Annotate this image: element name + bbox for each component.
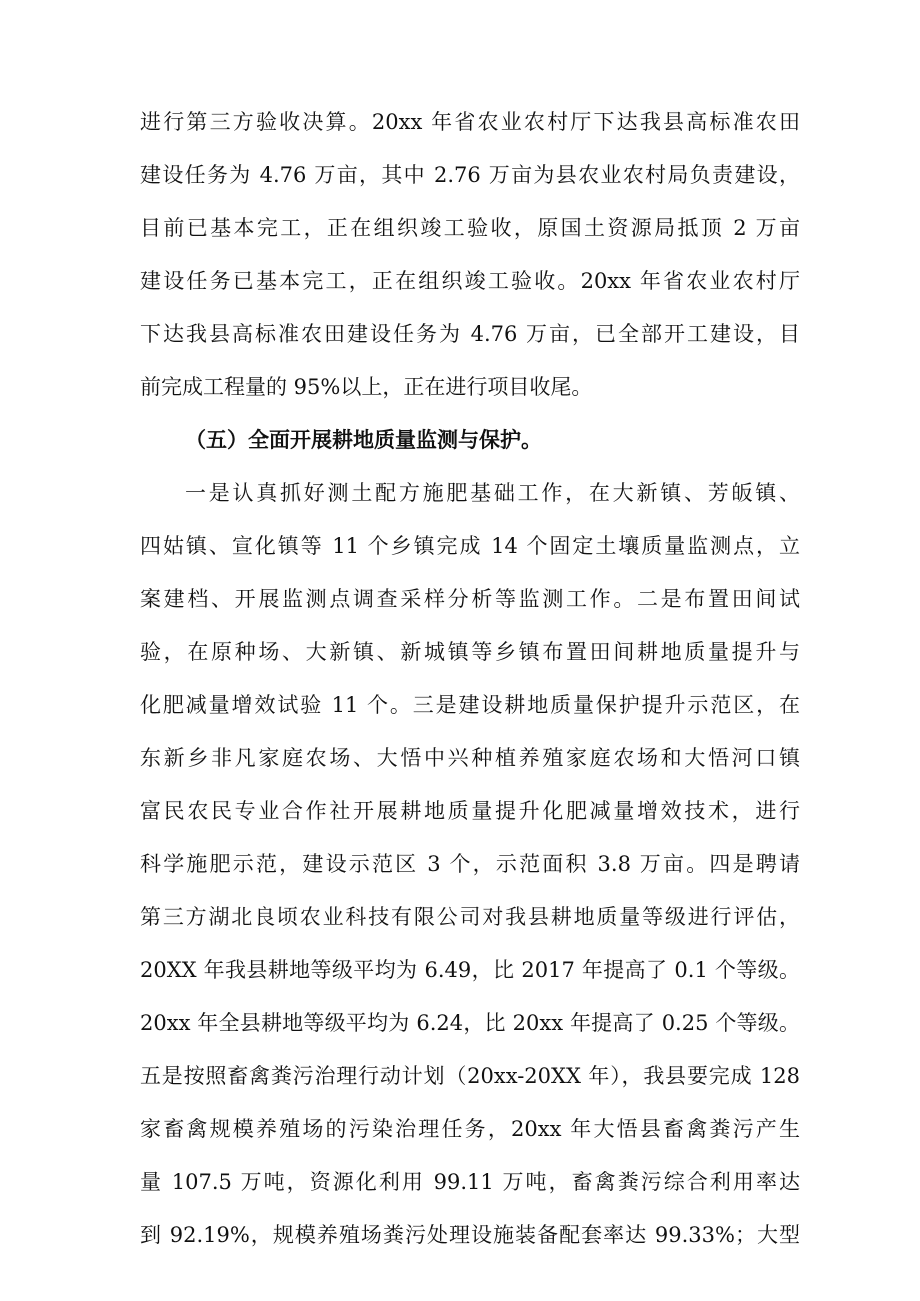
text-line: 到 92.19%，规模养殖场粪污处理设施装备配套率达 99.33%；大型 [140,1223,800,1247]
text-line: 五是按照畜禽粪污治理行动计划（20xx-20XX 年），我县要完成 128 [140,1064,800,1088]
text-line: 建设任务为 4.76 万亩，其中 2.76 万亩为县农业农村局负责建设， [140,163,800,187]
text-line: 量 107.5 万吨，资源化利用 99.11 万吨，畜禽粪污综合利用率达 [140,1170,800,1194]
text-line: 前完成工程量的 95%以上，正在进行项目收尾。 [140,375,593,399]
text-line: 化肥减量增效试验 11 个。三是建设耕地质量保护提升示范区，在 [140,693,800,717]
text-line: 四姑镇、宣化镇等 11 个乡镇完成 14 个固定土壤质量监测点，立 [140,534,800,558]
text-line: 家畜禽规模养殖场的污染治理任务，20xx 年大悟县畜禽粪污产生 [140,1117,800,1141]
text-line: 建设任务已基本完工，正在组织竣工验收。20xx 年省农业农村厅 [140,269,800,293]
text-line: 20xx 年全县耕地等级平均为 6.24，比 20xx 年提高了 0.25 个等级。 [140,1011,800,1035]
text-line: 富民农民专业合作社开展耕地质量提升化肥减量增效技术，进行 [140,799,800,823]
text-line: 下达我县高标准农田建设任务为 4.76 万亩，已全部开工建设，目 [140,322,800,346]
text-line: 东新乡非凡家庭农场、大悟中兴种植养殖家庭农场和大悟河口镇 [140,746,800,770]
section-heading: （五）全面开展耕地质量监测与保护。 [185,428,542,452]
text-line: 科学施肥示范，建设示范区 3 个，示范面积 3.8 万亩。四是聘请 [140,852,800,876]
text-line: 目前已基本完工，正在组织竣工验收，原国土资源局抵顶 2 万亩 [140,216,800,240]
text-line: 进行第三方验收决算。20xx 年省农业农村厅下达我县高标准农田 [140,110,800,134]
text-line: 案建档、开展监测点调查采样分析等监测工作。二是布置田间试 [140,587,800,611]
text-line: 一是认真抓好测土配方施肥基础工作，在大新镇、芳皈镇、 [185,481,800,505]
text-line: 第三方湖北良顷农业科技有限公司对我县耕地质量等级进行评估， [140,905,800,929]
text-line: 20XX 年我县耕地等级平均为 6.49，比 2017 年提高了 0.1 个等级。 [140,958,800,982]
text-line: 验，在原种场、大新镇、新城镇等乡镇布置田间耕地质量提升与 [140,640,800,664]
